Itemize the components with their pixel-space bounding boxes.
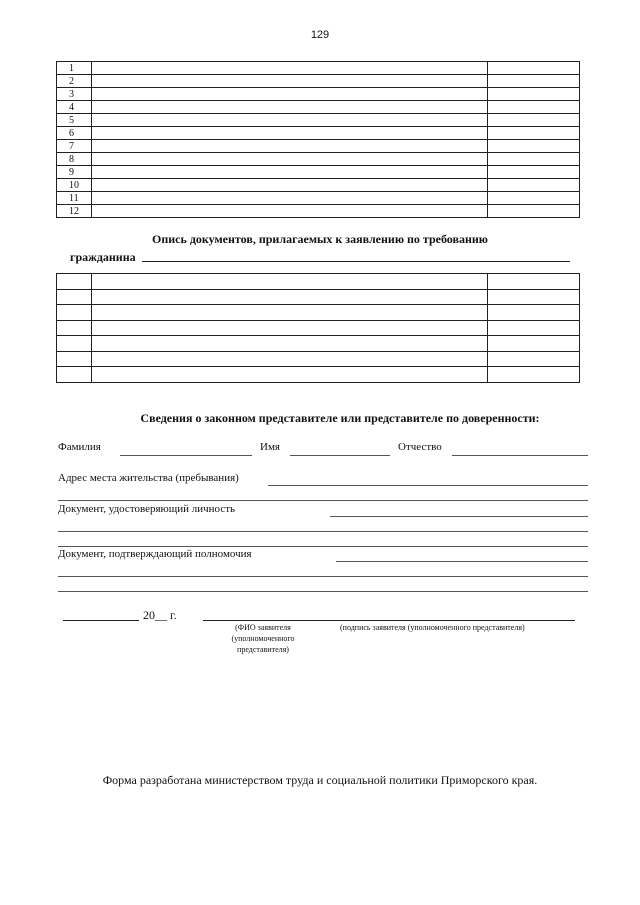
- pages-cell[interactable]: [488, 192, 580, 205]
- row-number: 12: [57, 205, 92, 218]
- name-label: Имя: [260, 441, 280, 453]
- document-name-cell[interactable]: [92, 153, 488, 166]
- authority-doc-label: Документ, подтверждающий полномочия: [58, 548, 252, 560]
- pages-cell[interactable]: [488, 367, 580, 383]
- document-name-cell[interactable]: [92, 351, 488, 367]
- signature-line[interactable]: [203, 620, 575, 621]
- table-row: [57, 75, 580, 88]
- row-number-cell[interactable]: [57, 289, 92, 305]
- row-number-cell[interactable]: [57, 305, 92, 321]
- row-number: 6: [57, 127, 92, 140]
- row-number: 1: [57, 62, 92, 75]
- document-name-cell[interactable]: [92, 62, 488, 75]
- table-row: [57, 140, 580, 153]
- row-number: 10: [57, 179, 92, 192]
- page-number: 129: [310, 29, 330, 41]
- table-row: [57, 101, 580, 114]
- authority-doc-field[interactable]: [336, 561, 588, 562]
- document-name-cell[interactable]: [92, 274, 488, 290]
- document-name-cell[interactable]: [92, 75, 488, 88]
- pages-cell[interactable]: [488, 114, 580, 127]
- row-number-cell[interactable]: [57, 336, 92, 352]
- row-number-cell[interactable]: [57, 367, 92, 383]
- table-row: [57, 367, 580, 383]
- patronymic-label: Отчество: [398, 441, 442, 453]
- table-row: [57, 153, 580, 166]
- table-row: [57, 274, 580, 290]
- table-row: [57, 336, 580, 352]
- patronymic-field[interactable]: [452, 455, 588, 456]
- row-number-cell[interactable]: [57, 274, 92, 290]
- row-number: 8: [57, 153, 92, 166]
- document-name-cell[interactable]: [92, 192, 488, 205]
- pages-cell[interactable]: [488, 274, 580, 290]
- pages-cell[interactable]: [488, 140, 580, 153]
- table-row: [57, 305, 580, 321]
- table-row: [57, 127, 580, 140]
- table-row: [57, 289, 580, 305]
- address-label: Адрес места жительства (пребывания): [58, 472, 239, 484]
- id-doc-field-line-2[interactable]: [58, 531, 588, 532]
- pages-cell[interactable]: [488, 101, 580, 114]
- pages-cell[interactable]: [488, 336, 580, 352]
- inventory-table: [56, 273, 580, 383]
- pages-cell[interactable]: [488, 75, 580, 88]
- date-field[interactable]: [63, 620, 139, 621]
- representative-title: Сведения о законном представителе или представителе по доверенности:: [140, 411, 540, 425]
- address-field[interactable]: [268, 485, 588, 486]
- fio-caption-2: (уполномоченного: [231, 634, 295, 643]
- document-name-cell[interactable]: [92, 367, 488, 383]
- document-name-cell[interactable]: [92, 305, 488, 321]
- document-name-cell[interactable]: [92, 127, 488, 140]
- pages-cell[interactable]: [488, 305, 580, 321]
- row-number: 4: [57, 101, 92, 114]
- sign-caption: (подпись заявителя (уполномоченного представителя): [340, 623, 525, 632]
- document-name-cell[interactable]: [92, 320, 488, 336]
- fio-caption-3: представителя): [237, 645, 289, 654]
- id-doc-field[interactable]: [330, 516, 588, 517]
- surname-label: Фамилия: [58, 441, 101, 453]
- document-name-cell[interactable]: [92, 114, 488, 127]
- table-row: [57, 179, 580, 192]
- id-doc-label: Документ, удостоверяющий личность: [58, 503, 236, 515]
- document-name-cell[interactable]: [92, 289, 488, 305]
- row-number: 11: [57, 192, 92, 205]
- pages-cell[interactable]: [488, 179, 580, 192]
- table-row: [57, 205, 580, 218]
- year-label: 20__ г.: [143, 608, 177, 622]
- inventory-citizen-label: гражданина: [70, 250, 136, 264]
- table-row: [57, 62, 580, 75]
- pages-cell[interactable]: [488, 289, 580, 305]
- authority-doc-field-line-2[interactable]: [58, 576, 588, 577]
- pages-cell[interactable]: [488, 127, 580, 140]
- row-number: 5: [57, 114, 92, 127]
- pages-cell[interactable]: [488, 62, 580, 75]
- table-row: [57, 351, 580, 367]
- row-number-cell[interactable]: [57, 351, 92, 367]
- table-row: [57, 320, 580, 336]
- pages-cell[interactable]: [488, 351, 580, 367]
- row-number: 3: [57, 88, 92, 101]
- pages-cell[interactable]: [488, 88, 580, 101]
- document-name-cell[interactable]: [92, 88, 488, 101]
- numbered-table: [56, 61, 580, 218]
- document-name-cell[interactable]: [92, 179, 488, 192]
- footer-note: Форма разработана министерством труда и социальной политики Приморского края.: [102, 773, 538, 787]
- pages-cell[interactable]: [488, 153, 580, 166]
- document-name-cell[interactable]: [92, 205, 488, 218]
- pages-cell[interactable]: [488, 205, 580, 218]
- name-field[interactable]: [290, 455, 390, 456]
- pages-cell[interactable]: [488, 166, 580, 179]
- table-row: [57, 192, 580, 205]
- address-field-line-2[interactable]: [58, 500, 588, 501]
- row-number: 9: [57, 166, 92, 179]
- row-number: 2: [57, 75, 92, 88]
- authority-doc-field-line-3[interactable]: [58, 591, 588, 592]
- id-doc-field-line-3[interactable]: [58, 546, 588, 547]
- row-number: 7: [57, 140, 92, 153]
- row-number-cell[interactable]: [57, 320, 92, 336]
- surname-field[interactable]: [120, 455, 252, 456]
- table-row: [57, 114, 580, 127]
- document-name-cell[interactable]: [92, 336, 488, 352]
- document-name-cell[interactable]: [92, 166, 488, 179]
- inventory-title: Опись документов, прилагаемых к заявлению по требованию: [152, 232, 488, 246]
- table-row: [57, 166, 580, 179]
- table-row: [57, 88, 580, 101]
- citizen-name-line[interactable]: [142, 261, 570, 262]
- document-name-cell[interactable]: [92, 140, 488, 153]
- document-name-cell[interactable]: [92, 101, 488, 114]
- pages-cell[interactable]: [488, 320, 580, 336]
- fio-caption-1: (ФИО заявителя: [235, 623, 291, 632]
